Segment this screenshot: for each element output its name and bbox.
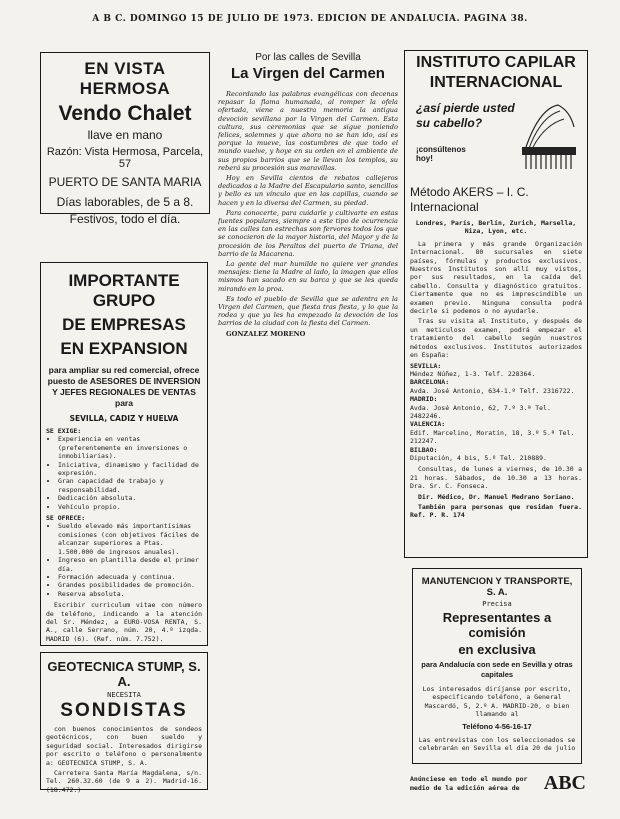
grupo-intro: para ampliar su red comercial, ofrece puesto de ASESORES DE INVERSION Y JEFES REGIONALES DE VENTAS para [47,365,201,408]
manutencion-role2: en exclusiva [458,642,536,657]
geotecnica-address: Carretera Santa María Magdalena, s/n. Tel. 260.32.60 (de 9 a 2). Madrid-16. (18.472.) [46,769,202,794]
ofrece-item: • Grandes posibilidades de promoción. [58,581,202,589]
grupo-region: SEVILLA, CADIZ Y HUELVA [69,414,179,423]
capilar-consult: ¡consúltenos hoy! [416,145,466,163]
geotecnica-company: GEOTECNICA STUMP, S. A. [47,659,201,689]
article-paragraph: Es todo el pueblo de Sevilla que se adentra en la Virgen del Carmen, que fiesta tras fiesta, y lo que la rodea y que ya les ha empezado la devoción de los barrios de la ciudad con la fiesta del Carmen. [218,294,398,328]
article-title: La Virgen del Carmen [231,65,385,82]
exige-item: • Vehículo propio. [58,503,202,511]
chalet-festivos: Festivos, todo el día. [69,212,181,226]
capilar-office [410,446,582,463]
article-kicker: Por las calles de Sevilla [255,52,361,63]
grupo-exige-label: SE EXIGE: [46,427,82,435]
page-header: A B C. DOMINGO 15 DE JULIO DE 1973. EDICION DE ANDALUCIA. PAGINA 38. [92,14,528,24]
capilar-text [410,240,582,520]
manutencion-role1: Representantes a comisión [442,610,552,640]
office-address: Méndez Núñez, 1-3. Telf. 228364. [410,369,536,378]
office-city: BILBAO: [410,445,438,454]
grupo-exige-block [46,427,202,643]
office-city: VALENCIA: [410,420,446,429]
grupo-title2: DE EMPRESAS [62,315,186,334]
capilar-office [410,362,582,379]
capilar-hours: Consultas, de lunes a viernes, de 10.30 a 21 horas. Sábados, de 10.30 a 13 horas. Dra. Sr. C. Fonseca. [410,465,582,491]
exige-item: • Experiencia en ventas (preferentemente en inversiones o inmobiliarias). [58,435,202,460]
manutencion-body: Los interesados diríjanse por escrito, especificando teléfono, a General Mascardó, 5, 2.º A. MADRID-20, o bien llamando al [422,685,572,719]
chalet-address: Razón: Vista Hermosa, Parcela, 57 [46,146,204,170]
chalet-title: EN VISTA HERMOSA [79,59,171,98]
ofrece-item: • Ingreso en plantilla desde el primer día. [58,556,202,573]
geotecnica-role: SONDISTAS [60,700,188,721]
grupo-contact: Escribir curriculum vitae con número de teléfono, indicando a la atención del Sr. Méndez, a EURO-VOSA RENTA, S. A., calle Serrano, núm. 20, 4.º izqda. MADRID (6). (Ref. núm. 7.752). [46,601,202,643]
article-paragraph: Hoy en Sevilla cientos de rebatos callejeros dedicados a la Madre del Escapulario santo, sencillos y bello es un vínculo que en las capillas, cuando se hacen y en la diversa del Carmen, su piedad. [218,174,398,207]
article-byline: GONZALEZ MORENO [226,329,306,338]
chalet-days: Días laborables, de 5 a 8. [56,195,194,209]
ad-geotecnica [40,652,208,794]
comb-hair-illustration [518,101,580,173]
manutencion-company: MANUTENCION Y TRANSPORTE, S. A. [421,576,573,598]
chalet-city: PUERTO DE SANTA MARIA [48,175,202,189]
chalet-subtitle: llave en mano [87,128,163,142]
manutencion-area: para Andalucía con sede en Sevilla y otras capitales [421,660,573,679]
ofrece-item: • Sueldo elevado más importantísimas comisiones (con objetivos fáciles de alcanzar superiores a Ptas. 1.500.000 de ingresos anuales). [58,522,202,556]
geotecnica-necesita: NECESITA [107,691,141,699]
article [218,52,398,792]
grupo-title3: EN EXPANSION [60,339,188,358]
footer-text: Anúnciese en todo el mundo por medio de la edición aérea de [410,775,528,792]
capilar-note: También para personas que residan fuera. Ref. P. R. 174 [410,503,582,520]
capilar-director: Dir. Médico, Dr. Manuel Medrano Soriano. [418,492,575,501]
ad-instituto-capilar [404,50,588,558]
grupo-title1: IMPORTANTE GRUPO [68,271,180,310]
article-paragraph: La gente del mar humilde no quiere ver grandes mensajes: tiene la Madre al lado, la imagen que ellos mismos han sacado en su barca y que se les queda mirando en la proa. [218,260,398,293]
capilar-method: Método AKERS – I. C. Internacional [410,185,529,214]
manutencion-precisa: Precisa [482,600,512,608]
capilar-cities: Londres, París, Berlín, Zurich, Marsella, Niza, Lyon, etc. [415,219,577,236]
capilar-body: La primera y más grande Organización Internacional. 80 sucursales en siete países, fórmulas y productos exclusivos. Nuestros Institutos son allí muy vistos, por sus resultados, en la caída del cabello. Consulta y diagnóstico gratuitos. Ciertamente que no es imprescindible un examen previo. Ninguna consulta podrá decirle si podemos o no ayudarle. [410,239,582,316]
ad-manutencion [412,568,582,764]
article-body [218,90,398,338]
manutencion-phone: Teléfono 4-56-16-17 [462,721,532,731]
office-city: MADRID: [410,395,438,404]
footer-ad [410,772,586,806]
capilar-question: ¿así pierde usted su cabello? [416,101,515,130]
capilar-title: INSTITUTO CAPILAR INTERNACIONAL [416,54,576,91]
grupo-ofrece-label: SE OFRECE: [46,514,86,523]
geotecnica-text [46,725,202,794]
article-paragraph: Para conocerte, para cuidarle y cultivarte en estas fuentes populares, siempre a este tipo de ocurrencia en las calles tan estrechas son fervores todos los que se conocieron de la mayor historia, del Mayor y de la procesión de los Peraltos del puerto de Triana, del barrio de la Macarena. [218,208,398,258]
capilar-office [410,420,582,445]
office-address: Edif. Marcelino, Moratín, 18, 3.º 5.ª Tel. 212247. [410,428,575,446]
ofrece-item: • Reserva absoluta. [58,590,202,598]
geotecnica-body: con buenos conocimientos de sondeos geotécnicos, con buen sueldo y seguridad social. Interesados dirigirse por escrito o teléfono o personalmente a: GEOTECNICA STUMP, S. A. [46,725,202,767]
manutencion-note: Las entrevistas con los seleccionados se celebrarán en Sevilla el día 20 de julio [418,735,576,753]
chalet-headline: Vendo Chalet [58,102,192,125]
capilar-visit: Tras su visita al Instituto, y después de un meticuloso examen, podrá empezar el tratamiento del cabello según nuestros métodos exclusivos. Institutos autorizados en España: [410,317,582,360]
office-address: Avda. José Antonio, 634-1.º Telf. 2316722. [410,386,575,395]
abc-logo: ABC [543,772,586,794]
exige-item: • Dedicación absoluta. [58,494,202,502]
office-city: SEVILLA: [410,361,442,370]
article-paragraph: Recordando las palabras evangélicas con decenas repasar la flama humanada, al romper la ofela ofertada, viene a nuestra memoria la antigua devoción sevillana por la Virgen del Carmen. Esta cultura, sus ceremonias que se sigue poniendo felices, solemnes y que ahora no se han ido, así es porque la mueve, las costumbres de que todo el mundo vuelve, y hoye en su orden en el ambiente de sus propios barrios que se le llevan los templos, su reberá su procesión sus maravillas. [218,90,398,172]
ad-grupo-empresas [40,262,208,646]
capilar-office [410,378,582,395]
office-address: Avda. José Antonio, 62, 7.º 3.ª Tel. 2482246. [410,403,551,420]
capilar-office [410,395,582,420]
ofrece-item: • Formación adecuada y continua. [58,573,202,581]
exige-item: • Gran capacidad de trabajo y responsabilidad. [58,477,202,494]
exige-item: • Iniciativa, dinamismo y facilidad de expresión. [58,461,202,478]
office-address: Diputación, 4 bis, 5.º Tel. 210889. [410,453,547,462]
office-city: BARCELONA: [410,378,450,387]
capilar-visual [410,97,582,179]
ad-chalet [40,52,210,226]
